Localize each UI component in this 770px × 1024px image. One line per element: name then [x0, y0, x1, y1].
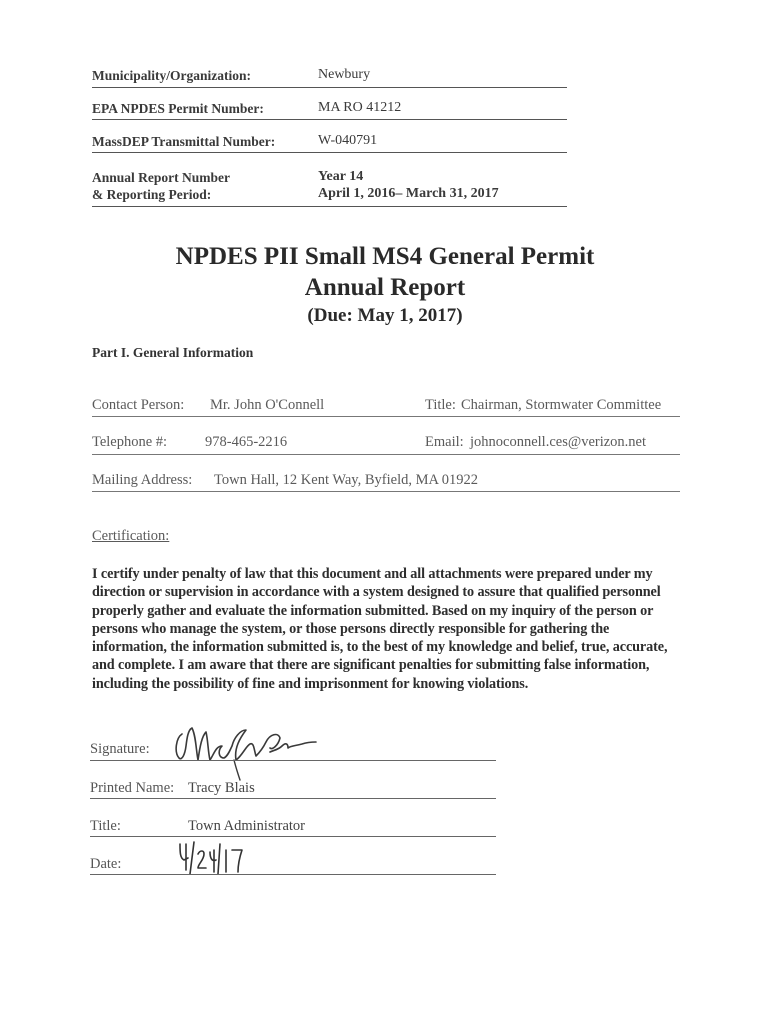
signature-line — [90, 760, 496, 761]
header-divider — [92, 206, 567, 207]
signer-title-label: Title: — [90, 818, 121, 834]
telephone-label: Telephone #: — [92, 434, 168, 450]
reporting-period-value: April 1, 2016– March 31, 2017 — [318, 186, 499, 201]
certification-line: I certify under penalty of law that this document and all attachments were prepared under my — [92, 566, 653, 582]
municipality-label: Municipality/Organization: — [92, 68, 252, 83]
signer-title-value: Town Administrator — [188, 818, 305, 834]
certification-line: including the possibility of fine and imprisonment for knowing violations. — [92, 675, 529, 692]
printed-name-value: Tracy Blais — [188, 780, 255, 796]
certification-line: and complete. I am aware that there are significant penalties for submitting false information, — [92, 657, 650, 674]
certification-line: information, the information submitted is, to the best of my knowledge and belief, true, accurate, — [92, 639, 668, 656]
signature-label: Signature: — [90, 741, 150, 757]
email-value: johnoconnell.ces@verizon.net — [470, 434, 647, 450]
printed-name-line — [90, 798, 496, 799]
field-underline — [92, 491, 680, 492]
signer-title-line — [90, 836, 496, 837]
printed-name-label: Printed Name: — [90, 780, 175, 796]
header-divider — [92, 152, 567, 153]
mailing-address-label: Mailing Address: — [92, 472, 193, 488]
header-divider — [92, 119, 567, 120]
transmittal-number-value: W-040791 — [318, 133, 378, 148]
email-label: Email: — [425, 434, 464, 450]
report-number-label-line2: & Reporting Period: — [92, 187, 212, 202]
handwritten-signature — [170, 716, 320, 786]
certification-line: properly gather and evaluate the information submitted. Based on my inquiry of the person or — [92, 602, 654, 619]
report-number-value: Year 14 — [318, 169, 364, 184]
permit-number-label: EPA NPDES Permit Number: — [92, 101, 264, 116]
date-label: Date: — [90, 856, 122, 872]
report-number-label-line1: Annual Report Number — [92, 170, 231, 185]
field-underline — [92, 416, 680, 417]
due-date: (Due: May 1, 2017) — [307, 305, 463, 326]
section-heading: Part I. General Information — [92, 345, 254, 360]
mailing-address-value: Town Hall, 12 Kent Way, Byfield, MA 01922 — [214, 472, 479, 488]
certification-statement — [92, 565, 692, 693]
document-title: NPDES PII Small MS4 General Permit — [175, 243, 595, 270]
transmittal-number-label: MassDEP Transmittal Number: — [92, 134, 276, 149]
certification-heading: Certification: — [92, 528, 170, 544]
telephone-value: 978-465-2216 — [205, 434, 288, 450]
contact-person-label: Contact Person: — [92, 397, 185, 413]
contact-title-label: Title: — [425, 397, 456, 413]
certification-line: direction or supervision in accordance with a system designed to assure that qualified personnel — [92, 584, 661, 601]
certification-line: persons who manage the system, or those persons directly responsible for gathering the — [92, 620, 610, 637]
document-subtitle: Annual Report — [304, 274, 466, 301]
date-line — [90, 874, 496, 875]
field-underline — [92, 454, 680, 455]
municipality-value: Newbury — [318, 67, 371, 82]
contact-title-value: Chairman, Stormwater Committee — [461, 397, 662, 413]
header-divider — [92, 87, 567, 88]
contact-person-value: Mr. John O'Connell — [210, 397, 325, 413]
permit-number-value: MA RO 41212 — [318, 100, 402, 115]
